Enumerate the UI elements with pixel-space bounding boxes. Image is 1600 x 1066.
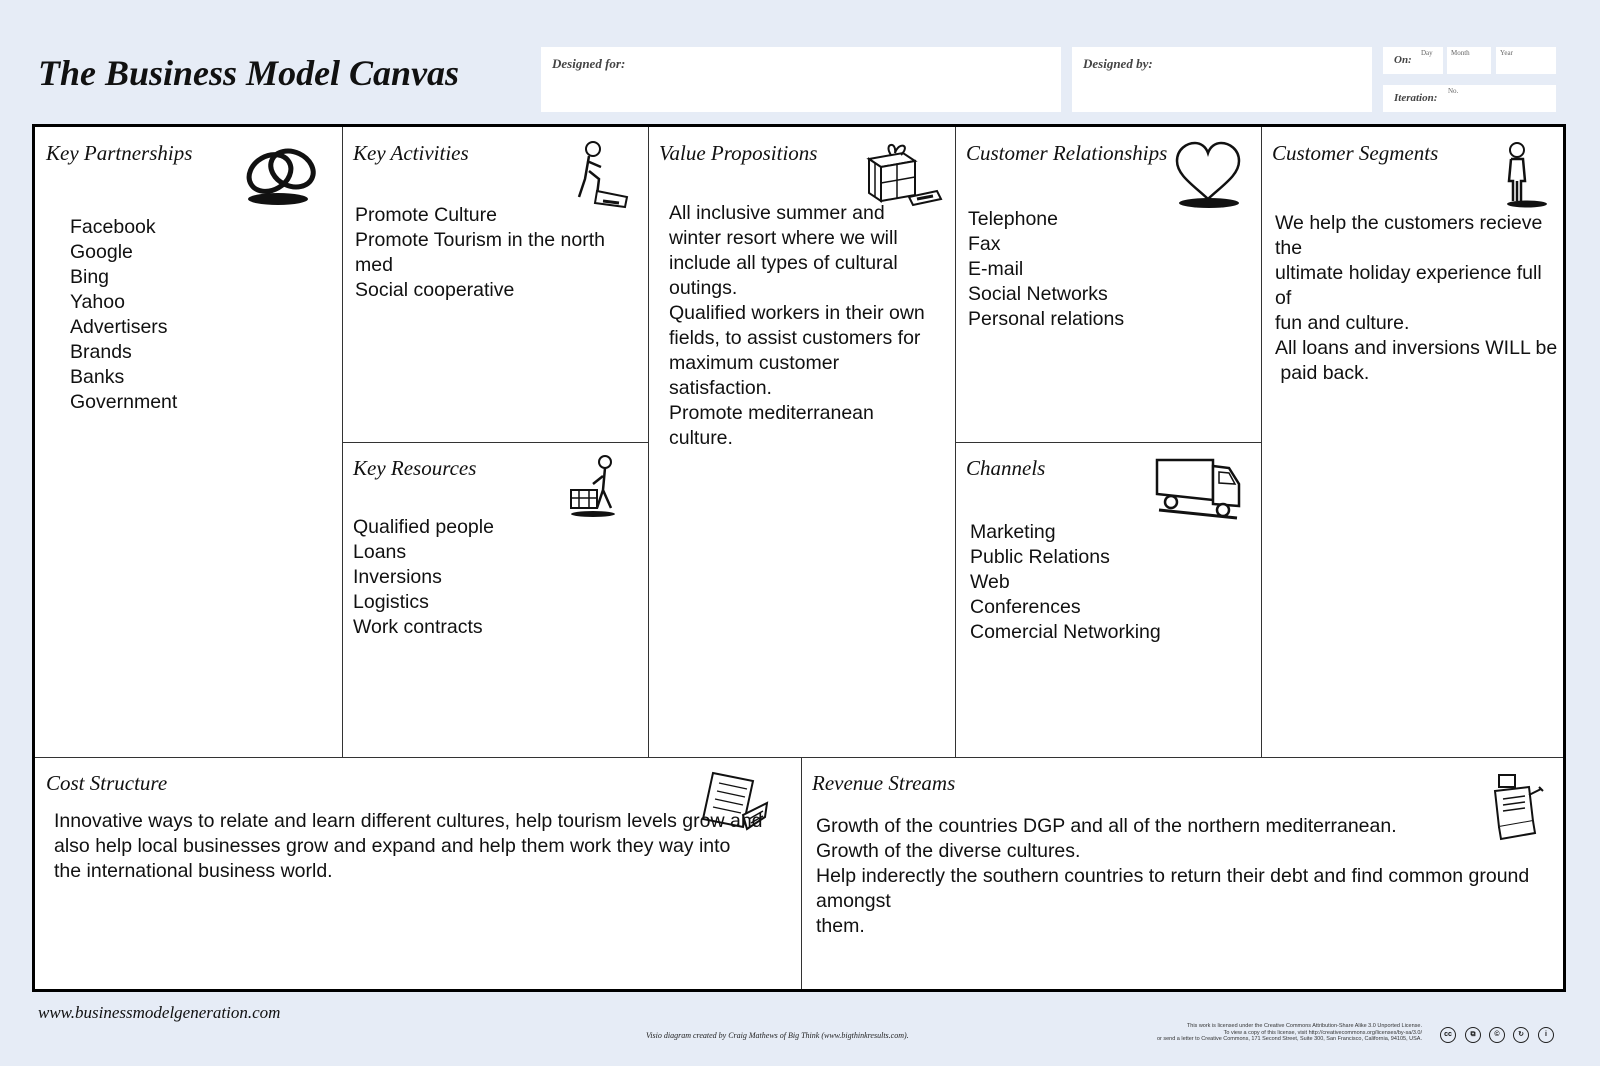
website-link[interactable]: www.businessmodelgeneration.com — [38, 1003, 281, 1022]
customer-relationships-list — [968, 207, 1124, 332]
list-item: include all types of cultural — [669, 252, 898, 274]
list-item: Growth of the diverse cultures. — [816, 840, 1081, 862]
customer-segments-list — [1275, 211, 1563, 386]
chain-links-icon — [240, 139, 324, 207]
key-partnerships-title: Key Partnerships — [46, 141, 193, 165]
list-item: winter resort where we will — [669, 227, 898, 249]
channels-list — [970, 520, 1161, 645]
list-item: E-mail — [968, 258, 1024, 280]
list-item: Inversions — [353, 566, 442, 588]
revenue-streams-list — [816, 814, 1563, 939]
list-item: Innovative ways to relate and learn different cultures, help tourism levels grow and — [54, 810, 763, 832]
list-item: Comercial Networking — [970, 621, 1161, 643]
designed-for-label: Designed for: — [552, 56, 626, 71]
key-activities-title: Key Activities — [353, 141, 469, 165]
list-item: them. — [816, 915, 865, 937]
business-model-canvas — [32, 124, 1566, 992]
cost-structure-list — [54, 809, 763, 884]
list-item: Promote Tourism in the north — [355, 229, 606, 251]
list-item: Advertisers — [70, 316, 168, 338]
list-item: Qualified people — [353, 516, 494, 538]
list-item: Help inderectly the southern countries to return their debt and find common ground amongst — [816, 865, 1530, 912]
list-item: Government — [70, 391, 178, 413]
copy-icon: ⧉ — [1465, 1027, 1481, 1043]
attribution-icon: i — [1538, 1027, 1554, 1043]
list-item: Work contracts — [353, 616, 483, 638]
worker-icon — [567, 139, 633, 211]
designed-for-field[interactable] — [541, 47, 1061, 112]
credit-text: Visio diagram created by Craig Mathews of Big Think (www.bigthinkresults.com). — [646, 1031, 909, 1040]
cost-structure-title: Cost Structure — [46, 771, 168, 795]
list-item: Google — [70, 241, 133, 263]
worker-with-crate-icon — [567, 454, 627, 522]
list-item: Personal relations — [968, 308, 1125, 330]
key-partnerships-list — [70, 215, 177, 415]
designed-by-field[interactable] — [1072, 47, 1372, 112]
key-resources-block — [342, 442, 648, 757]
designed-by-label: Designed by: — [1083, 56, 1153, 71]
list-item: Qualified workers in their own — [669, 302, 925, 324]
list-item: All loans and inversions WILL be — [1275, 337, 1558, 359]
on-label: On: — [1394, 54, 1412, 66]
value-propositions-block — [648, 127, 955, 757]
customer-relationships-block — [955, 127, 1261, 442]
cc-icon: cc — [1440, 1027, 1456, 1043]
list-item: Web — [970, 571, 1010, 593]
list-item: We help the customers recieve the — [1275, 212, 1543, 259]
truck-icon — [1153, 454, 1243, 522]
revenue-streams-block — [801, 757, 1563, 989]
list-item: paid back. — [1275, 362, 1370, 384]
key-partnerships-block — [35, 127, 342, 757]
list-item: Social cooperative — [355, 279, 515, 301]
list-item: Yahoo — [70, 291, 125, 313]
list-item: fields, to assist customers for — [669, 327, 921, 349]
list-item: Loans — [353, 541, 407, 563]
license-line: or send a letter to Creative Commons, 171 Second Street, Suite 300, San Francisco, California, 94105, USA. — [1156, 1036, 1422, 1042]
year-label: Year — [1500, 49, 1513, 57]
customer-relationships-title: Customer Relationships — [966, 141, 1168, 165]
revenue-streams-title: Revenue Streams — [812, 771, 956, 795]
license-text — [1122, 1023, 1422, 1043]
list-item: Facebook — [70, 216, 156, 238]
list-item: Bing — [70, 266, 110, 288]
month-label: Month — [1451, 49, 1470, 57]
key-resources-title: Key Resources — [353, 456, 477, 480]
year-field[interactable] — [1496, 47, 1556, 74]
list-item: ultimate holiday experience full of — [1275, 262, 1542, 309]
list-item: Logistics — [353, 591, 429, 613]
key-resources-list — [353, 515, 494, 640]
list-item: med — [355, 254, 393, 276]
channels-title: Channels — [966, 456, 1046, 480]
list-item: Brands — [70, 341, 132, 363]
copyright-icon: © — [1489, 1027, 1505, 1043]
list-item: Telephone — [968, 208, 1058, 230]
cost-structure-block — [35, 757, 801, 989]
value-propositions-title: Value Propositions — [659, 141, 818, 165]
list-item: All inclusive summer and — [669, 202, 885, 224]
value-propositions-list — [669, 201, 925, 451]
list-item: Promote mediterranean — [669, 402, 874, 424]
key-activities-block — [342, 127, 648, 442]
list-item: Social Networks — [968, 283, 1108, 305]
on-date-label-box — [1383, 47, 1443, 74]
iteration-field[interactable] — [1383, 85, 1556, 112]
list-item: maximum customer — [669, 352, 840, 374]
license-line: This work is licensed under the Creative Commons Attribution-Share Alike 3.0 Unported License. — [1186, 1023, 1422, 1029]
customer-segments-title: Customer Segments — [1272, 141, 1439, 165]
channels-block — [955, 442, 1261, 757]
list-item: Marketing — [970, 521, 1056, 543]
list-item: Fax — [968, 233, 1001, 255]
list-item: outings. — [669, 277, 738, 299]
list-item: Public Relations — [970, 546, 1110, 568]
list-item: Conferences — [970, 596, 1081, 618]
remix-icon: ↻ — [1513, 1027, 1529, 1043]
list-item: Promote Culture — [355, 204, 497, 226]
list-item: culture. — [669, 427, 733, 449]
list-item: the international business world. — [54, 860, 333, 882]
list-item: Growth of the countries DGP and all of the northern mediterranean. — [816, 815, 1397, 837]
list-item: Banks — [70, 366, 125, 388]
key-activities-list — [355, 203, 605, 303]
month-field[interactable] — [1447, 47, 1491, 74]
no-label: No. — [1448, 87, 1459, 95]
day-label: Day — [1421, 49, 1433, 57]
list-item: fun and culture. — [1275, 312, 1410, 334]
heart-icon — [1173, 141, 1243, 211]
iteration-label: Iteration: — [1394, 92, 1438, 104]
person-icon — [1497, 141, 1553, 209]
license-line: To view a copy of this license, visit http://creativecommons.org/licenses/by-sa/3.0/ — [1223, 1029, 1422, 1036]
customer-segments-block — [1261, 127, 1563, 757]
page-title: The Business Model Canvas — [38, 53, 460, 93]
list-item: satisfaction. — [669, 377, 772, 399]
list-item: also help local businesses grow and expand and help them work they way into — [54, 835, 731, 857]
